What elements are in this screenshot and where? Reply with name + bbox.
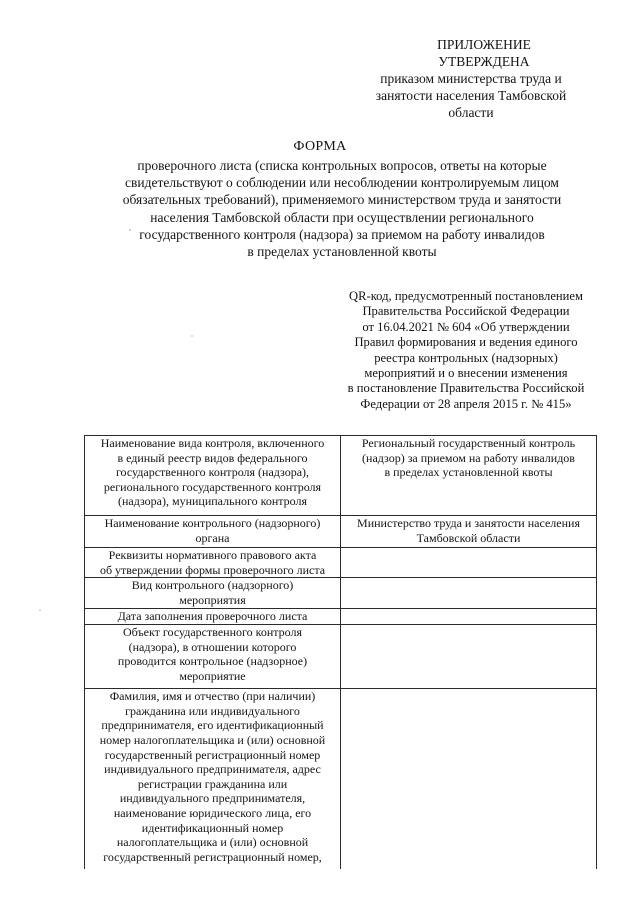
cell-line: Объект государственного контроля (122, 625, 303, 640)
row-label-cell (85, 578, 341, 609)
cell-line: Региональный государственный контроль (361, 436, 576, 450)
cell-line: номер налогоплательщика и (или) основной (99, 732, 326, 747)
cell-line: (надзора), муниципального контроля (117, 494, 307, 509)
row-value-cell (341, 436, 597, 516)
approved-heading: УТВЕРЖДЕНА (438, 54, 530, 69)
cell-line: Вид контрольного (надзорного) (131, 578, 294, 593)
cell-line: индивидуального предпринимателя, (119, 791, 306, 806)
cell-line: идентификационный номер (141, 820, 284, 835)
cell-line: налогоплательщика и (или) основной (116, 835, 309, 850)
cell-line: органа (195, 530, 230, 545)
approval-order-line: приказом министерства труда и (380, 71, 562, 86)
form-description-line: в пределах установленной квоты (247, 244, 437, 260)
appendix-heading: ПРИЛОЖЕНИЕ (437, 37, 531, 52)
cell-line: индивидуального предпринимателя, адрес (104, 762, 321, 777)
cell-line: Наименование контрольного (надзорного) (104, 516, 321, 530)
cell-line: (надзора), в отношении которого (128, 639, 297, 654)
form-description-line: свидетельствуют о соблюдении или несоблюдении контролируемым лицом (125, 175, 559, 191)
row-label-cell (85, 548, 341, 578)
cell-line: мероприятия (179, 592, 246, 607)
approval-block (352, 36, 590, 121)
qr-note-line: мероприятий и о внесении изменения (364, 366, 568, 381)
form-title: ФОРМА (293, 139, 347, 154)
form-description-line: проверочного листа (списка контрольных вопросов, ответы на которые (137, 158, 547, 173)
form-description-line: обязательных требований), применяемого министерством труда и занятости (122, 192, 562, 208)
cell-line: в единый реестр видов федерального (117, 450, 308, 465)
cell-line: Реквизиты нормативного правового акта (108, 548, 317, 562)
form-description-line: государственного контроля (надзора) за приемом на работу инвалидов (139, 226, 545, 242)
qr-note-line: в постановление Правительства Российской (347, 381, 585, 396)
qr-note-line: Правил формирования и ведения единого (354, 335, 578, 350)
table-row (85, 578, 597, 609)
row-label-cell (85, 609, 341, 625)
row-value-cell[interactable] (341, 578, 597, 609)
form-description (92, 157, 592, 260)
inspection-info-table (84, 435, 597, 869)
cell-line: Фамилия, имя и отчество (при наличии) (109, 689, 316, 704)
row-label-cell (85, 625, 341, 689)
cell-line: предпринимателя, его идентификационный (101, 718, 324, 733)
cell-line: (надзор) за приемом на работу инвалидов (362, 450, 575, 465)
table-row (85, 625, 597, 689)
row-value-cell[interactable] (341, 609, 597, 625)
table-row (85, 548, 597, 578)
cell-line: в пределах установленной квоты (384, 465, 553, 480)
table-row (85, 436, 597, 516)
row-value-cell (341, 516, 597, 548)
qr-note-line: от 16.04.2021 № 604 «Об утверждении (362, 319, 570, 334)
cell-line: об утверждении формы проверочного листа (99, 562, 326, 577)
cell-line: регистрации гражданина или (137, 776, 288, 791)
qr-note-line: реестра контрольных (надзорных) (374, 350, 558, 365)
row-value-cell[interactable] (341, 625, 597, 689)
table-row (85, 516, 597, 548)
table-row (85, 609, 597, 625)
cell-line: государственного контроля (надзора), (115, 465, 310, 480)
row-label-cell (85, 436, 341, 516)
scan-speck (39, 609, 40, 610)
cell-line: проводится контрольное (надзорное) (117, 654, 308, 669)
cell-line: Наименование вида контроля, включенного (100, 436, 325, 450)
cell-line: государственный регистрационный номер (104, 747, 321, 762)
qr-note-line: Правительства Российской Федерации (362, 304, 570, 319)
row-value-cell[interactable] (341, 689, 597, 869)
scan-speck (191, 335, 192, 336)
cell-line: государственный регистрационный номер, (103, 849, 322, 864)
cell-line: наименование юридического лица, его (113, 805, 312, 820)
table-row (85, 689, 597, 869)
row-label-cell (85, 689, 341, 869)
row-label-cell (85, 516, 341, 548)
cell-line: Дата заполнения проверочного листа (117, 609, 308, 624)
cell-line: гражданина или индивидуального (125, 703, 300, 718)
approval-order-line: занятости населения Тамбовской (375, 88, 567, 103)
cell-line: регионального государственного контроля (103, 479, 322, 494)
approval-order-line: области (448, 105, 494, 120)
cell-line: мероприятие (179, 668, 246, 683)
cell-line: Тамбовской области (416, 530, 521, 545)
qr-note-line: QR-код, предусмотренный постановлением (349, 289, 583, 303)
qr-note-line: Федерации от 28 апреля 2015 г. № 415» (360, 396, 572, 411)
qr-code-note (337, 289, 595, 412)
cell-line: Министерство труда и занятости населения (357, 516, 580, 530)
row-value-cell[interactable] (341, 548, 597, 578)
form-description-line: населения Тамбовской области при осуществлении регионального (150, 209, 534, 225)
